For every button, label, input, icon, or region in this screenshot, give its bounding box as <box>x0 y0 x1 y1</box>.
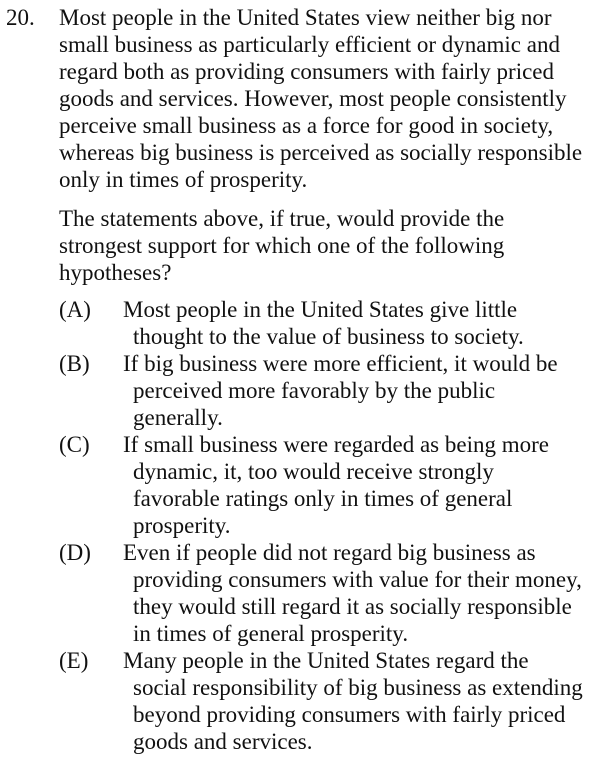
choice-text: Even if people did not regard big business as providing consumers with value for their money, they would still regard it as socially responsible in times of general prosperity. <box>123 540 582 646</box>
question-stem: The statements above, if true, would provide the strongest support for which one of the following hypotheses? <box>59 206 505 285</box>
choice-text: If big business were more efficient, it would be perceived more favorably by the public generally. <box>123 351 558 430</box>
choice-letter: (C) <box>59 432 90 457</box>
choice-letter: (D) <box>59 540 91 565</box>
choice-letter: (E) <box>59 648 89 673</box>
answer-choice-e[interactable] <box>59 647 586 755</box>
choice-text: If small business were regarded as being more dynamic, it, too would receive strongly favorable ratings only in times of general prosperity. <box>123 432 549 538</box>
choice-text: Most people in the United States give little thought to the value of business to society. <box>123 297 524 349</box>
answer-choice-a[interactable] <box>59 296 586 350</box>
answer-choice-d[interactable] <box>59 539 586 647</box>
answer-choice-c[interactable] <box>59 431 586 539</box>
question-stimulus: Most people in the United States view neither big nor small business as particularly efficient or dynamic and regard both as providing consumers with fairly priced goods and services. However, most people consistently perceive small business as a force for good in society, whereas big business is perceived as socially responsible only in times of prosperity. <box>59 5 583 192</box>
question-number: 20. <box>6 5 35 30</box>
choice-text: Many people in the United States regard the social responsibility of big business as extending beyond providing consumers with fairly priced goods and services. <box>123 648 583 754</box>
choice-letter: (B) <box>59 351 90 376</box>
answer-choice-b[interactable] <box>59 350 586 431</box>
answer-choices <box>59 296 586 755</box>
choice-letter: (A) <box>59 297 91 322</box>
